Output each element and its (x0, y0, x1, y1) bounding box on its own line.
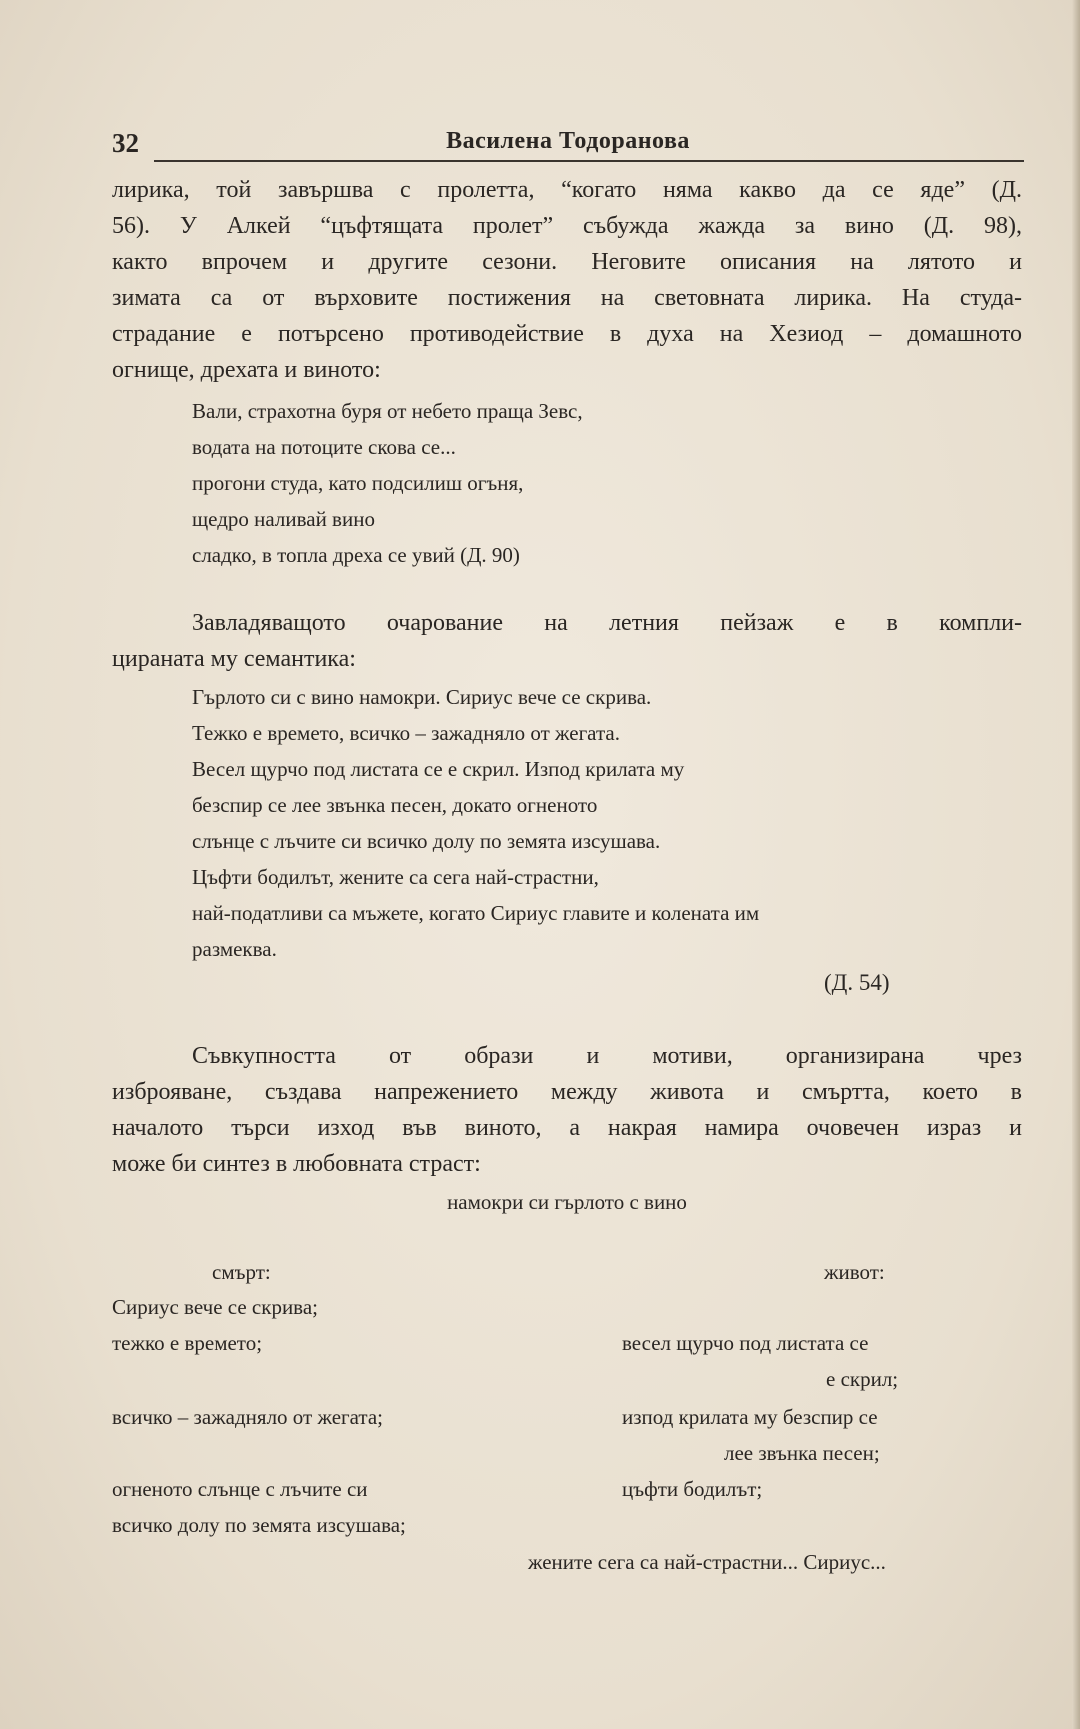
paragraph-3 (112, 1038, 1022, 1182)
running-head: Василена Тодоранова (446, 128, 690, 154)
death-item: Сириус вече се скрива; (112, 1295, 318, 1319)
verse-line: сладко, в топла дреха се увий (Д. 90) (192, 543, 520, 567)
life-item: жените сега са най-страстни... Сириус... (528, 1550, 886, 1574)
text-line: зимата са от върховите постижения на световната лирика. На студа- (112, 285, 1022, 311)
page-number: 32 (112, 128, 139, 158)
life-item: цъфти бодилът; (622, 1477, 763, 1501)
verse-line: безспир се лее звънка песен, докато огненото (192, 793, 598, 817)
text-line: може би синтез в любовната страст: (112, 1151, 481, 1177)
life-item: весел щурчо под листата се (622, 1331, 869, 1355)
life-item: лее звънка песен; (724, 1441, 880, 1465)
text-line: страдание е потърсено противодействие в духа на Хезиод – домашното (112, 321, 1022, 347)
paragraph-1 (112, 172, 1022, 388)
verse-line: водата на потоците скова се... (192, 435, 456, 459)
verse-line: прогони студа, като подсилиш огъня, (192, 471, 524, 495)
paragraph-2 (112, 605, 1022, 677)
text-line: Завладяващото очарование на летния пейзаж е в компли- (192, 610, 1022, 636)
verse-line: Весел щурчо под листата се е скрил. Изпод крилата му (192, 757, 685, 781)
verse-line: най-податливи са мъжете, когато Сириус главите и колената им (192, 901, 760, 925)
text-line: 56). У Алкей “цъфтящата пролет” събужда жажда за вино (Д. 98), (112, 213, 1022, 239)
text-line: цираната му семантика: (112, 646, 356, 672)
death-column-label: смърт: (212, 1260, 271, 1284)
verse-line: Гърлото си с вино намокри. Сириус вече се скрива. (192, 685, 652, 709)
verse-line: размеква. (192, 937, 277, 961)
text-line: както впрочем и другите сезони. Неговите описания на лятото и (112, 249, 1022, 275)
verse-line: Тежко е времето, всичко – зажадняло от жегата. (192, 721, 620, 745)
death-item: всичко – зажадняло от жегата; (112, 1405, 383, 1429)
verse-line: Цъфти бодилът, жените са сега най-страстни, (192, 865, 599, 889)
scheme-center-line: намокри си гърлото с вино (447, 1190, 687, 1214)
text-line: Съвкупността от образи и мотиви, организирана чрез (192, 1043, 1022, 1069)
verse-citation: (Д. 54) (824, 970, 890, 995)
death-item: огненото слънце с лъчите си (112, 1477, 368, 1501)
verse-quote-2 (192, 679, 972, 967)
verse-line: щедро наливай вино (192, 507, 375, 531)
text-line: огнище, дрехата и виното: (112, 357, 381, 383)
header-rule (154, 160, 1024, 162)
life-item: изпод крилата му безспир се (622, 1405, 878, 1429)
life-item: е скрил; (826, 1367, 899, 1391)
page-edge (1072, 0, 1080, 1729)
text-line: началото търси изход във виното, а накрая намира очовечен израз и (112, 1115, 1022, 1141)
death-item: всичко долу по земята изсушава; (112, 1513, 406, 1537)
text-line: лирика, той завършва с пролетта, “когато няма какво да се яде” (Д. (112, 177, 1022, 203)
verse-line: Вали, страхотна буря от небето праща Зевс, (192, 399, 583, 423)
life-column-label: живот: (824, 1260, 885, 1284)
page-header (112, 128, 1024, 162)
death-item: тежко е времето; (112, 1331, 263, 1355)
verse-quote-1 (192, 393, 972, 573)
verse-line: слънце с лъчите си всичко долу по земята изсушава. (192, 829, 661, 853)
text-line: изброяване, създава напрежението между живота и смъртта, което в (112, 1079, 1022, 1105)
